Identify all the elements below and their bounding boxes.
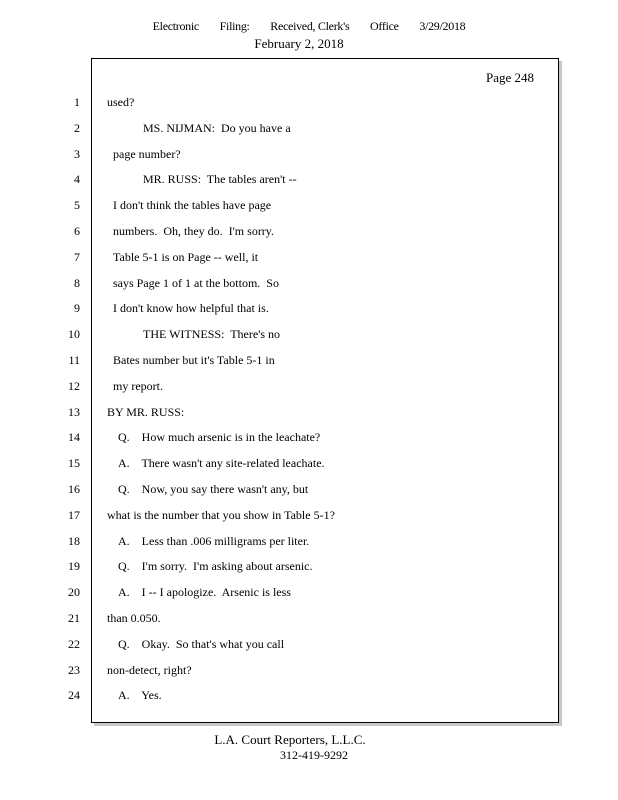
transcript-line-text: A. I -- I apologize. Arsenic is less: [118, 585, 291, 599]
line-number: 4: [74, 172, 80, 186]
line-number: 22: [68, 637, 80, 651]
transcript-line-text: Table 5-1 is on Page -- well, it: [113, 250, 259, 264]
line-number: 24: [68, 688, 80, 702]
filing-stamp-part: Filing:: [219, 19, 250, 33]
line-number: 15: [68, 456, 80, 470]
line-number: 11: [68, 353, 80, 367]
line-number: 20: [68, 585, 80, 599]
filing-stamp-part: Electronic: [152, 19, 199, 33]
page-number: Page 248: [485, 70, 534, 85]
transcript-line-text: BY MR. RUSS:: [107, 405, 185, 419]
transcript-line-text: non-detect, right?: [107, 663, 192, 677]
transcript-line-text: my report.: [113, 379, 163, 393]
transcript-date: February 2, 2018: [254, 36, 344, 51]
line-number: 16: [68, 482, 80, 496]
line-number: 6: [74, 224, 80, 238]
filing-stamp-part: 3/29/2018: [419, 19, 466, 33]
transcript-line-text: page number?: [113, 147, 181, 161]
line-number: 12: [68, 379, 80, 393]
transcript-line-text: I don't know how helpful that is.: [113, 301, 269, 315]
line-number: 23: [68, 663, 80, 677]
transcript-line-text: A. Yes.: [118, 688, 162, 702]
line-number: 18: [68, 534, 80, 548]
filing-stamp-part: Received, Clerk's: [270, 19, 350, 33]
transcript-line-text: than 0.050.: [107, 611, 161, 625]
transcript-line-text: I don't think the tables have page: [113, 198, 272, 212]
line-number: 2: [74, 121, 80, 135]
line-number: 21: [68, 611, 80, 625]
transcript-line-text: MR. RUSS: The tables aren't --: [143, 172, 297, 186]
transcript-line-text: numbers. Oh, they do. I'm sorry.: [113, 224, 275, 238]
transcript-line-text: Q. How much arsenic is in the leachate?: [118, 430, 321, 444]
transcript-line-text: says Page 1 of 1 at the bottom. So: [113, 276, 279, 290]
line-number: 10: [68, 327, 80, 341]
transcript-line-text: A. Less than .006 milligrams per liter.: [118, 534, 310, 548]
filing-stamp-part: Office: [370, 19, 399, 33]
transcript-line-text: MS. NIJMAN: Do you have a: [143, 121, 291, 135]
line-number: 5: [74, 198, 80, 212]
transcript-line-text: Bates number but it's Table 5-1 in: [113, 353, 275, 367]
reporter-company: L.A. Court Reporters, L.L.C.: [214, 732, 366, 747]
line-number: 19: [68, 559, 80, 573]
transcript-line-text: A. There wasn't any site-related leachate.: [118, 456, 325, 470]
line-number: 17: [68, 508, 80, 522]
line-number: 13: [68, 405, 80, 419]
transcript-line-text: Q. Okay. So that's what you call: [118, 637, 285, 651]
filing-stamp: [0, 19, 618, 34]
transcript-line-text: what is the number that you show in Table 5-1?: [107, 508, 335, 522]
reporter-phone: 312-419-9292: [280, 748, 348, 762]
line-number: 9: [74, 301, 80, 315]
transcript-line-text: THE WITNESS: There's no: [143, 327, 281, 341]
transcript-line-text: Q. Now, you say there wasn't any, but: [118, 482, 309, 496]
transcript-line-text: Q. I'm sorry. I'm asking about arsenic.: [118, 559, 313, 573]
line-number: 7: [74, 250, 80, 264]
line-number: 1: [74, 95, 80, 109]
transcript-line-text: used?: [107, 95, 135, 109]
line-number: 14: [68, 430, 80, 444]
line-number: 3: [74, 147, 80, 161]
line-number: 8: [74, 276, 80, 290]
